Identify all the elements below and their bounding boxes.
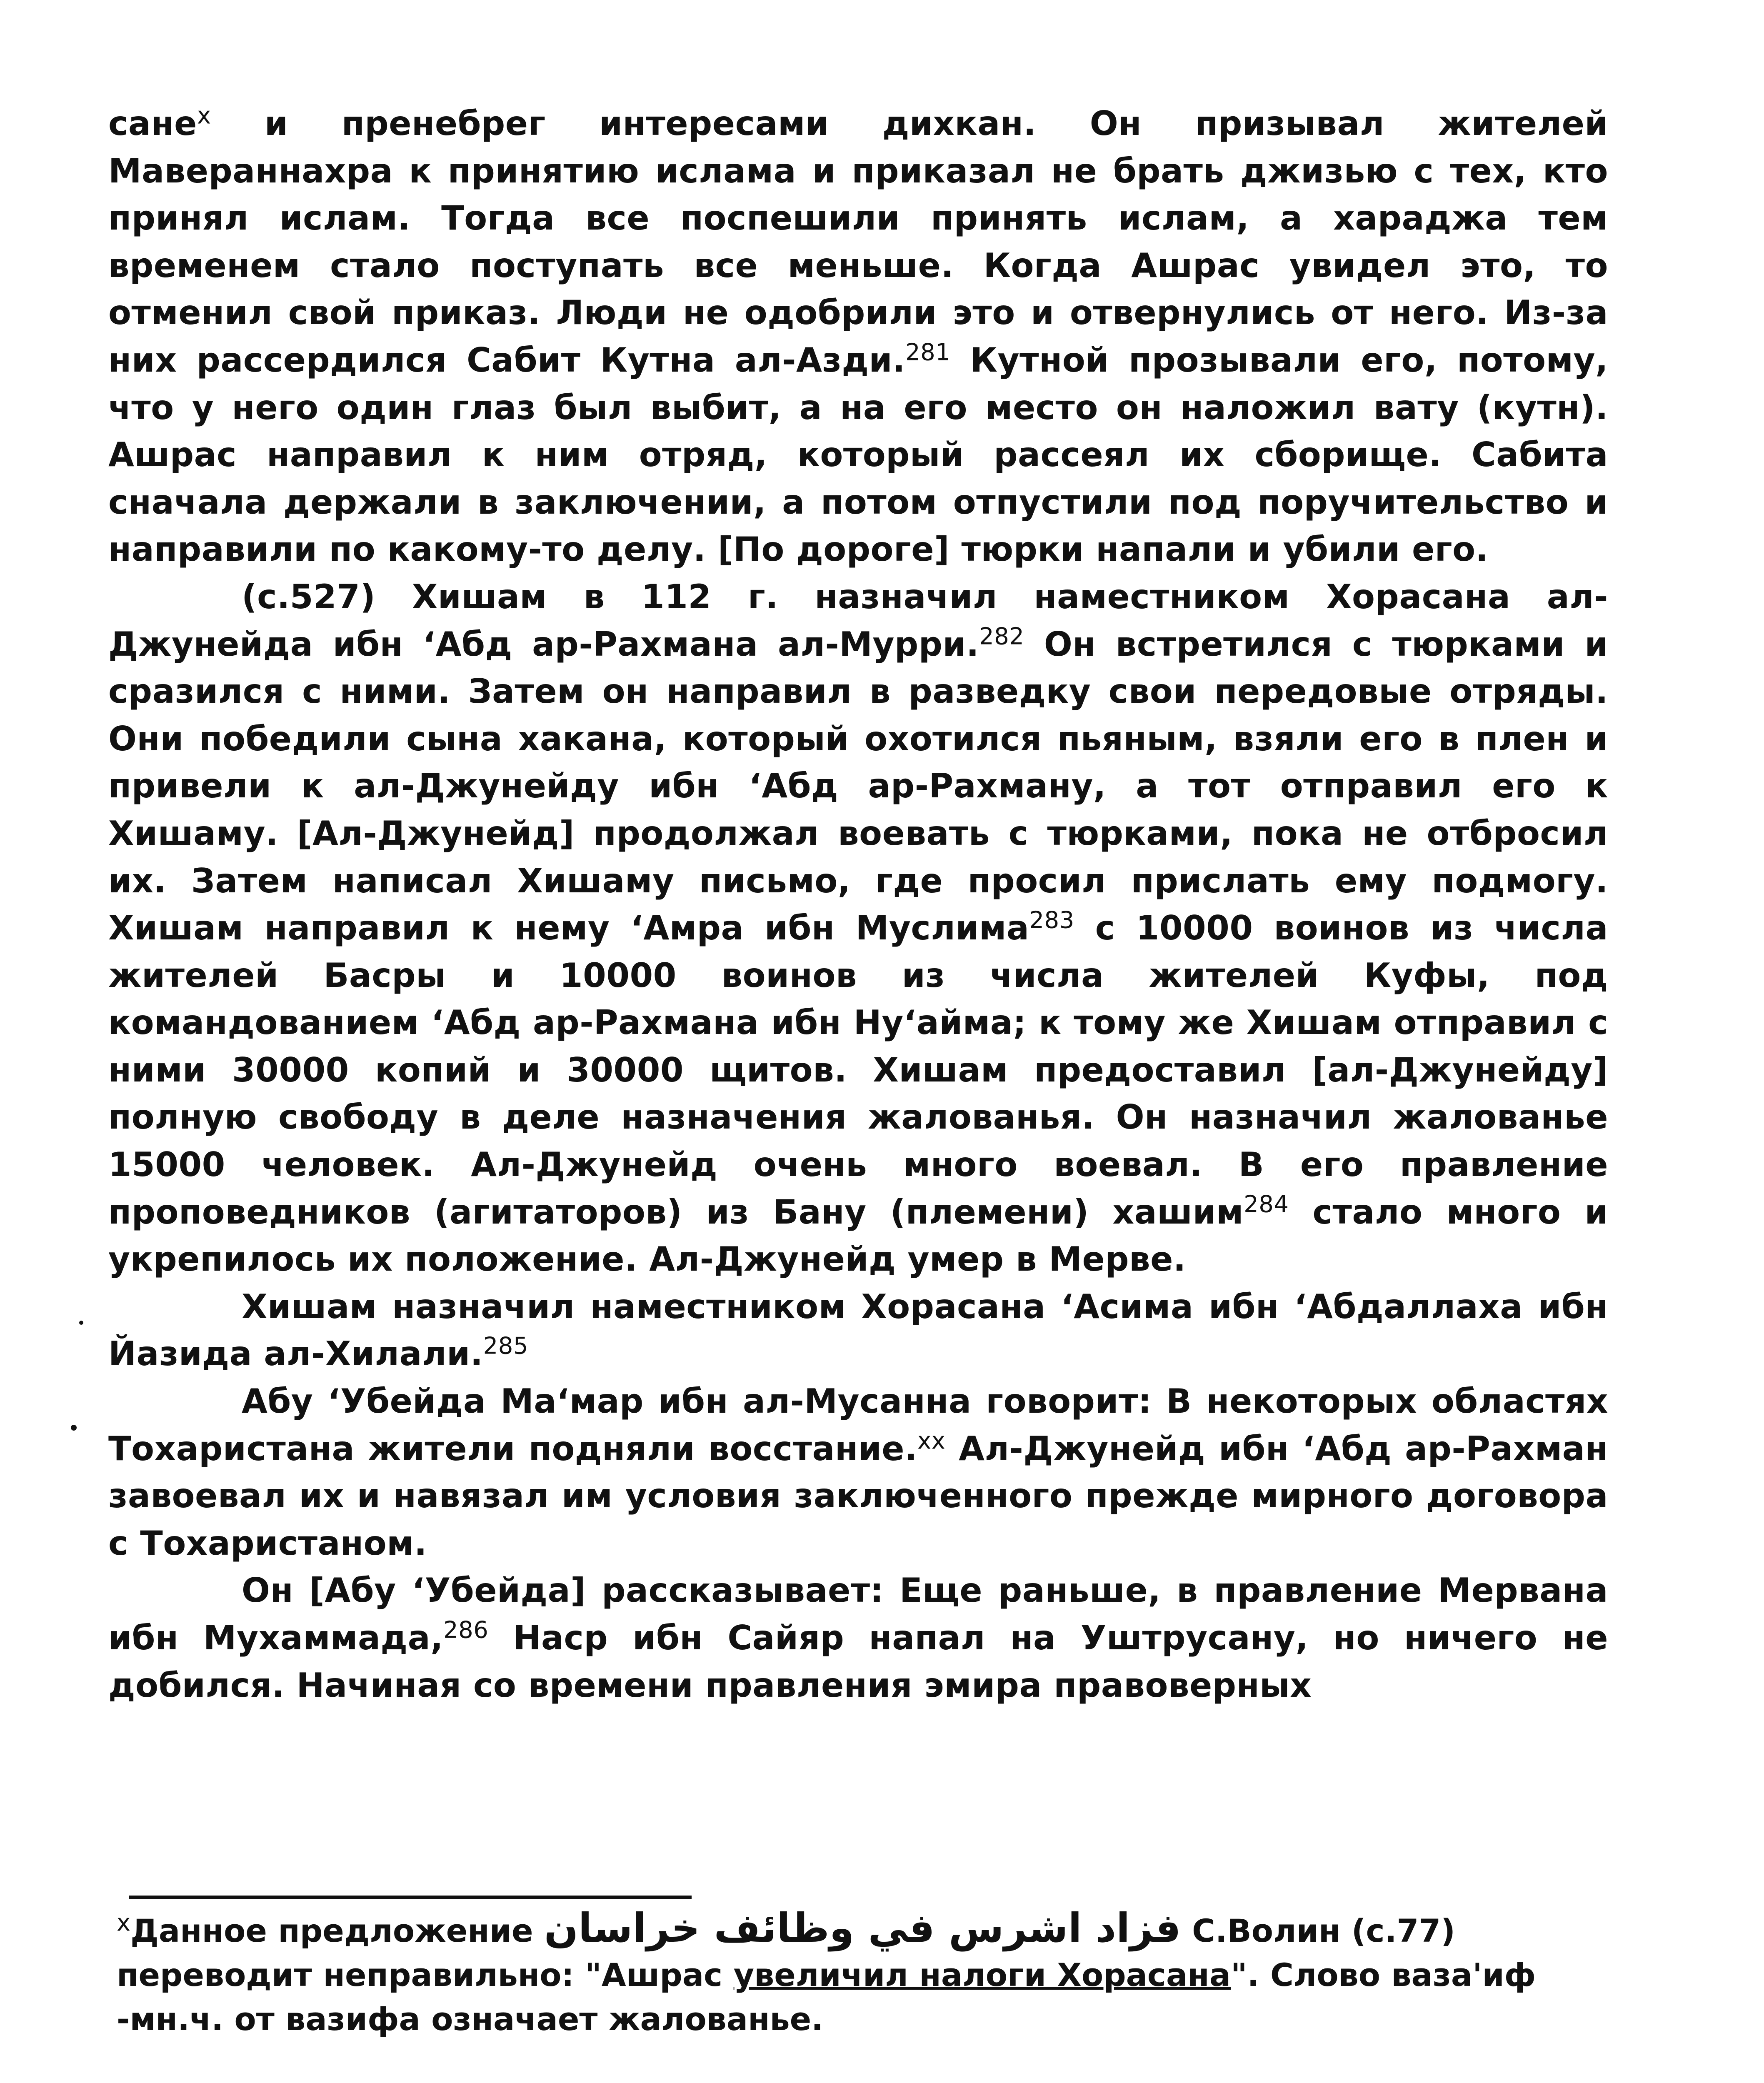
text: Он [Абу ʻУбейда] рассказывает: Еще раньше, в правление Мервана ибн Мухаммада,: [108, 1571, 1608, 1657]
paragraph-5: [108, 1567, 1608, 1709]
paragraph-2: [108, 573, 1608, 1283]
footnote-separator: [129, 1896, 692, 1899]
text: (с.527) Хишам в 112 г. назначил наместником Хорасана ал-Джунейда ибн ʻАбд ар-Рахмана ал-Мурри.: [108, 577, 1608, 664]
text: Хишам назначил наместником Хорасана ʻАсима ибн ʻАбдаллаха ибн Йазида ал-Хилали.: [108, 1287, 1608, 1374]
footnote-mark: x: [117, 1909, 131, 1937]
text: сане: [108, 104, 197, 143]
text: Наср ибн Сайяр напал на Уштрусану, но ничего не добился. Начиная со времени правления эмира правоверных: [108, 1618, 1608, 1705]
footnote-underlined: увеличил налоги Хорасана: [733, 1956, 1231, 1993]
footnote-ref-284: 284: [1244, 1191, 1289, 1218]
text: Ал-Джунейд ибн ʻАбд ар-Рахман завоевал их и навязал им условия заключенного прежде мирного договора с Тохаристаном.: [108, 1429, 1608, 1563]
text: стало много и укрепилось их положение. Ал-Джунейд умер в Мерве.: [108, 1192, 1609, 1279]
text: с 10000 воинов из числа жителей Басры и 10000 воинов из числа жителей Куфы, под командованием ʻАбд ар-Рахмана ибн Нуʻайма; к тому же Хишам отправил с ними 30000 копий и 30000 щитов. Хишам предоставил [ал-Джунейду] полную свободу в деле назначения жалованья. Он назначил жалованье 15000 человек. Ал-Джунейд очень много воевал. В его правление проповедников (агитаторов) из Бану (племени) хашим: [108, 909, 1609, 1231]
text: и пренебрег интересами дихкан. Он призывал жителей Мавераннахра к принятию ислама и приказал не брать джизью с тех, кто принял ислам. Тогда все поспешили принять ислам, а хараджа тем временем стало поступать все меньше. Когда Ашрас увидел это, то отменил свой приказ. Люди не одобрили это и отвернулись от него. Из-за них рассердился Сабит Кутна ал-Азди.: [108, 104, 1608, 380]
footnote-ref-281: 281: [905, 339, 951, 366]
footnote-ref-286: 286: [443, 1616, 489, 1644]
speck: [71, 1425, 77, 1431]
footnote-ref-283: 283: [1029, 907, 1074, 934]
speck: [79, 1321, 83, 1325]
footnote-mark: x: [197, 102, 211, 130]
paragraph-1: [108, 100, 1608, 573]
text: Он встретился с тюрками и сразился с ними. Затем он направил в разведку свои передовые отряды. Они победили сына хакана, который охотился пьяным, взяли его в плен и привели к ал-Джунейду ибн ʻАбд ар-Рахману, а тот отправил его к Хишаму. [Ал-Джунейд] продолжал воевать с тюрками, пока не отбросил их. Затем написал Хишаму письмо, где просил прислать ему подмогу. Хишам направил к нему ʻАмра ибн Муслима: [108, 624, 1609, 948]
paragraph-4: [108, 1378, 1608, 1567]
footnote-1: [117, 1906, 1617, 2041]
footnote-text: ". Слово ваза'иф -мн.ч. от вазифа означает жалованье.: [117, 1956, 1536, 2038]
footnote-text: Данное предложение: [130, 1912, 533, 1949]
arabic-phrase: فزاد اشرس في وظائف خراسان: [544, 1905, 1181, 1951]
footnote-mark: xx: [917, 1427, 946, 1454]
text: Кутной прозывали его, потому, что у него один глаз был выбит, а на его место он наложил вату (кутн). Ашрас направил к ним отряд, который рассеял их сборище. Сабита сначала держали в заключении, а потом отпустили под поручительство и направили по какому-то делу. [По дороге] тюрки напали и убили его.: [108, 340, 1608, 569]
main-text: [108, 100, 1608, 1709]
footnote-ref-285: 285: [483, 1332, 528, 1360]
paragraph-3: [108, 1283, 1608, 1378]
text: Абу ʻУбейда Маʻмар ибн ал-Мусанна говорит: В некоторых областях Тохаристана жители подняли восстание.: [108, 1382, 1608, 1468]
footnote-ref-282: 282: [979, 622, 1024, 650]
footnote-text: С.Волин (с.77) переводит неправильно: "Ашрас: [117, 1912, 1455, 1993]
